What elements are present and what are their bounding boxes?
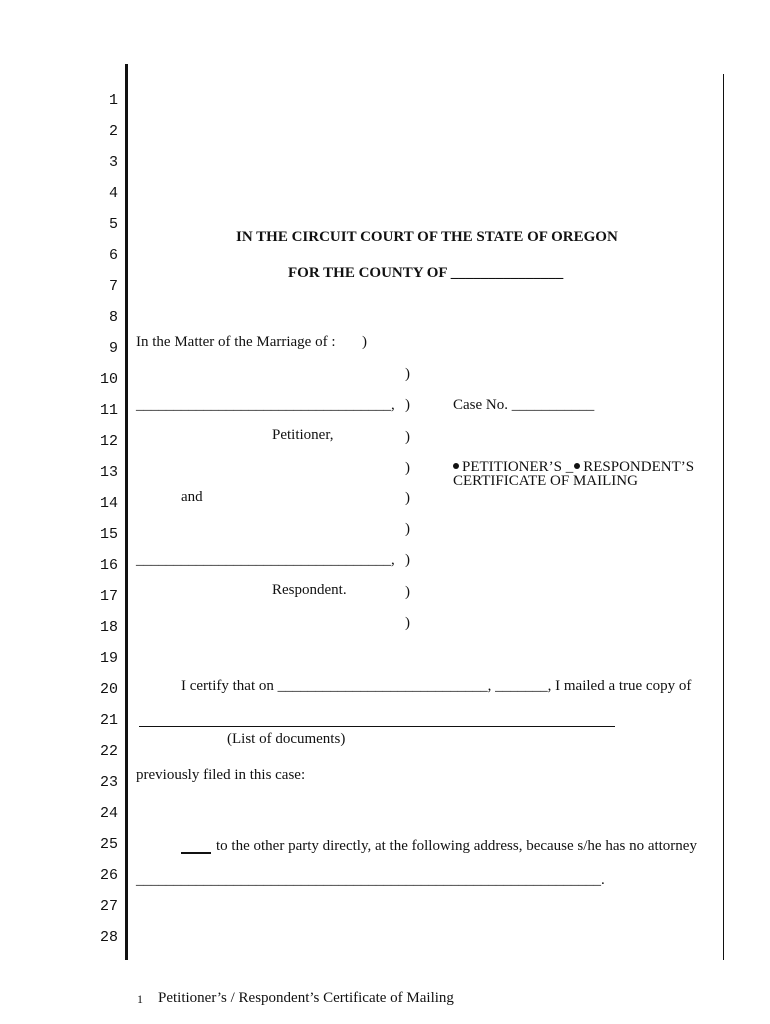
line-number: 16 <box>99 557 118 574</box>
caption-paren: ) <box>405 366 410 382</box>
line-number: 25 <box>99 836 118 853</box>
petitioner-name-line: __________________________________, <box>136 397 395 413</box>
caption-paren: ) <box>405 397 410 413</box>
footer-title: Petitioner’s / Respondent’s Certificate of Mailing <box>158 990 454 1006</box>
line-number: 6 <box>108 247 118 264</box>
document-title-line2: CERTIFICATE OF MAILING <box>453 473 638 489</box>
caption-paren: ) <box>405 490 410 506</box>
county-heading: FOR THE COUNTY OF _______________ <box>288 265 564 281</box>
caption-paren: ) <box>405 615 410 631</box>
checkbox-bullet-icon[interactable] <box>574 463 580 469</box>
documents-list-label: (List of documents) <box>227 731 346 747</box>
left-margin-rule <box>125 64 128 960</box>
caption-paren: ) <box>405 429 410 445</box>
line-number: 10 <box>99 371 118 388</box>
petitioner-label: Petitioner, <box>272 427 334 443</box>
line-number: 5 <box>108 216 118 233</box>
matter-label: In the Matter of the Marriage of : <box>136 334 336 350</box>
respondent-name-line: __________________________________, <box>136 552 395 568</box>
line-number: 23 <box>99 774 118 791</box>
checkbox-bullet-icon[interactable] <box>453 463 459 469</box>
caption-paren: ) <box>405 460 410 476</box>
court-heading: IN THE CIRCUIT COURT OF THE STATE OF OREGON <box>236 229 618 245</box>
line-number: 12 <box>99 433 118 450</box>
option-checkbox-line[interactable] <box>181 852 211 854</box>
page-number: 1 <box>137 992 143 1006</box>
certify-text: I certify that on ____________________________, _______, I mailed a true copy of <box>181 678 692 694</box>
title-petitioner: PETITIONER’S _ <box>462 459 574 475</box>
case-number: Case No. ___________ <box>453 397 595 413</box>
line-number: 15 <box>99 526 118 543</box>
line-number: 13 <box>99 464 118 481</box>
line-number: 2 <box>108 123 118 140</box>
line-number: 20 <box>99 681 118 698</box>
previously-filed-text: previously filed in this case: <box>136 767 306 783</box>
and-label: and <box>181 489 203 505</box>
line-number: 11 <box>99 402 118 419</box>
line-number: 21 <box>99 712 118 729</box>
respondent-label: Respondent. <box>272 582 347 598</box>
caption-paren: ) <box>405 552 410 568</box>
caption-paren: ) <box>405 584 410 600</box>
line-number: 4 <box>108 185 118 202</box>
line-number: 24 <box>99 805 118 822</box>
line-number: 26 <box>99 867 118 884</box>
line-number: 8 <box>108 309 118 326</box>
line-number: 1 <box>108 92 118 109</box>
caption-paren: ) <box>362 334 367 350</box>
line-number: 28 <box>99 929 118 946</box>
right-margin-rule <box>723 74 724 960</box>
address-line: ______________________________________________________________. <box>136 872 605 888</box>
documents-list-line[interactable] <box>139 726 615 727</box>
line-number: 7 <box>108 278 118 295</box>
line-number: 18 <box>99 619 118 636</box>
line-number: 9 <box>108 340 118 357</box>
line-number: 19 <box>99 650 118 667</box>
line-number: 27 <box>99 898 118 915</box>
line-number: 3 <box>108 154 118 171</box>
line-number: 17 <box>99 588 118 605</box>
line-number: 14 <box>99 495 118 512</box>
caption-paren: ) <box>405 521 410 537</box>
option-direct-mailing: to the other party directly, at the following address, because s/he has no attorney <box>216 838 697 854</box>
line-number: 22 <box>99 743 118 760</box>
title-respondent: RESPONDENT’S <box>583 459 695 475</box>
